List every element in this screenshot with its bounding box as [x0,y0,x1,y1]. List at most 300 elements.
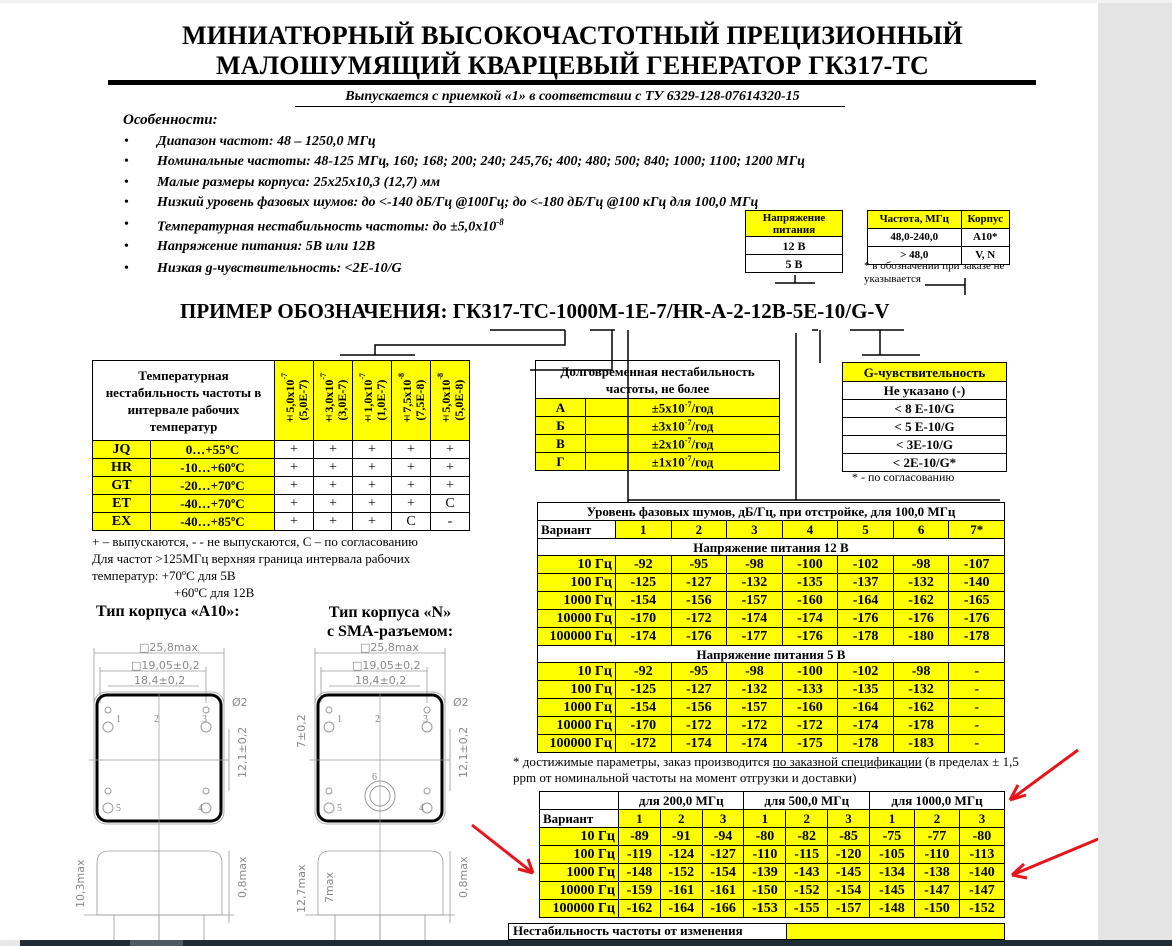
offset-label: 10000 Гц [538,717,616,735]
case-cell: 48,0-240,0 [868,229,962,247]
g-row: Не указано (-) [843,382,1007,400]
case-cell: V, N [961,247,1009,265]
pin-label: 4 [419,803,424,814]
title-line-2: МАЛОШУМЯЩИЙ КВАРЦЕВЫЙ ГЕНЕРАТОР ГК317-ТС [215,51,929,80]
features-heading: Особенности: [123,112,218,128]
bullet-icon: • [124,239,129,254]
temp-cell: + [353,477,392,495]
phase-value: -155 [786,900,828,918]
variant-header: 4 [782,521,838,539]
temp-cell: + [392,477,431,495]
title-line-1: МИНИАТЮРНЫЙ ВЫСОКОЧАСТОТНЫЙ ПРЕЦИЗИОННЫЙ [182,21,963,50]
dim-label: 7±0,2 [295,714,308,748]
bullet-icon: • [124,217,129,232]
phase-value: -178 [838,628,894,646]
feature-sup: -8 [496,217,504,227]
offset-label: 100000 Гц [538,735,616,753]
phase-value: -120 [828,846,870,864]
dim-label: 12,7max [295,864,308,913]
dim-label: □25,8max [139,641,198,654]
offset-label: 100 Гц [540,846,619,864]
phase-value: -127 [702,846,744,864]
variant-header: 3 [828,810,870,828]
feature-text: Низкая g-чувствительность: <2E-10/G [157,261,402,276]
temp-cell: + [275,495,314,513]
phase-value: -77 [914,828,959,846]
phase-value: -172 [727,717,783,735]
g-header: G-чувствительность [843,363,1007,382]
g-row: < 2E-10/G* [843,454,1007,472]
phase-value: -92 [616,556,672,574]
temp-header: Температурная нестабильность частоты в интервале рабочих температур [93,361,275,441]
pin-icon [324,722,334,732]
phase-value: -119 [619,846,661,864]
dim-label: 0,8max [236,856,249,898]
phase-value: -157 [727,592,783,610]
case-note: * в обозначении при заказе не указывается [864,260,1005,285]
pin-label: 3 [423,714,428,725]
phase-value: -160 [782,699,838,717]
dim-label: □19,05±0,2 [352,659,421,672]
phase-value: -107 [949,556,1005,574]
temp-cell: 0…+55ºC [151,441,275,459]
phase-value: -172 [671,610,727,628]
feature-text: Низкий уровень фазовых шумов: до <-140 дБ/Гц @100Гц; до <-180 дБ/Гц @100 кГц для 100,0 МГц [157,195,759,210]
dim-label: 18,4±0,2 [355,674,407,687]
phase-value: -162 [619,900,661,918]
phase-value: -156 [671,592,727,610]
longterm-value: $\pm 2x10^{-7}$/год [586,435,780,453]
case-h-freq: Частота, МГц [868,211,962,229]
bullet-icon: • [124,195,129,210]
offset-label: 100000 Гц [540,900,619,918]
phase-value: -152 [959,900,1004,918]
pin-label: 2 [154,714,159,725]
temp-cell: + [353,495,392,513]
phase-value: -175 [782,735,838,753]
temp-note: +60ºС для 12В [174,585,255,600]
g-row: < 8 E-10/G [843,400,1007,418]
feature-text: Малые размеры корпуса: 25x25x10,3 (12,7) мм [157,175,441,190]
variant-label: Вариант [538,521,616,539]
phase-value: -152 [786,882,828,900]
phase-value: -170 [616,610,672,628]
pin-label: 3 [202,714,207,725]
longterm-code: В [536,435,586,453]
pin-icon [424,788,430,794]
temp-cell: + [314,513,353,531]
phase-value: -172 [671,717,727,735]
connector-line [530,330,615,370]
offset-label: 100 Гц [538,574,616,592]
variant-header: 3 [702,810,744,828]
phase-value: -80 [959,828,1004,846]
voltage-12: 12 В [746,237,843,255]
pin-label: 5 [337,803,342,814]
phase-value: -148 [869,900,914,918]
phase-value: -98 [893,663,949,681]
temp-cell: GT [93,477,151,495]
temp-cell: - [431,513,470,531]
phase-value: -85 [828,828,870,846]
variant-header: 1 [616,521,672,539]
longterm-code: А [536,399,586,417]
phase-value: -132 [893,574,949,592]
temp-cell: -40…+85ºC [151,513,275,531]
temp-cell: HR [93,459,151,477]
temp-cell: + [431,441,470,459]
phase-value: -161 [660,882,702,900]
offset-label: 100 Гц [538,681,616,699]
pin-icon [103,722,113,732]
phase-value: -174 [727,610,783,628]
annotation-arrow-icon [1010,750,1078,800]
pin-icon [105,788,111,794]
phase-value: -127 [671,681,727,699]
variant-header: 2 [786,810,828,828]
variant-header: 1 [619,810,661,828]
variant-header: 1 [869,810,914,828]
connector-line [340,330,565,355]
temp-cell: C [392,513,431,531]
temp-cell: EX [93,513,151,531]
phase-value: -82 [786,828,828,846]
dim-label: □25,8max [360,641,419,654]
section-label: Напряжение питания 12 В [538,539,1005,556]
phase-value: -174 [727,735,783,753]
temp-cell: -40…+70ºC [151,495,275,513]
annotation-arrow-icon [472,825,533,873]
phase-value: - [949,735,1005,753]
spec-link[interactable]: по заказной спецификации [772,754,922,769]
g-row: < 5 E-10/G [843,418,1007,436]
phase-value: -102 [838,663,894,681]
phase-value: -125 [616,681,672,699]
pin-icon [326,707,332,713]
phase-value: -127 [671,574,727,592]
phase-value: -165 [949,592,1005,610]
phase-value: -174 [671,735,727,753]
phase-value: -183 [893,735,949,753]
offset-label: 1000 Гц [538,592,616,610]
a10-title: Тип корпуса «А10»: [96,603,240,620]
dim-label: Ø2 [453,696,469,709]
phase-value: -174 [616,628,672,646]
pin-icon [203,788,209,794]
connector-line [628,333,1000,500]
phase-value: - [949,717,1005,735]
offset-label: 10 Гц [538,556,616,574]
offset-label: 10000 Гц [540,882,619,900]
pin-label: 1 [337,714,342,725]
temp-col-header: $\pm 3,0x10^{-7}$ (3,0E-7) [314,361,353,441]
bullet-icon: • [124,261,129,276]
phase-value: -95 [671,556,727,574]
longterm-header: Долговременная нестабильность частоты, не более [536,361,780,399]
phase-value: -98 [727,663,783,681]
phase-value: -157 [727,699,783,717]
temp-note: температур: +70ºС для 5В [92,568,236,583]
variant-header: 3 [959,810,1004,828]
variant-header: 5 [838,521,894,539]
phase-value: -145 [828,864,870,882]
case-cell: A10* [961,229,1009,247]
variant-header: 2 [660,810,702,828]
pdf-page [0,3,1098,946]
variant-header: 1 [744,810,786,828]
longterm-value: $\pm 3x10^{-7}$/год [586,417,780,435]
phase-value: - [949,699,1005,717]
connector-line [775,275,815,283]
freq-group-header: для 1000,0 МГц [869,792,1004,810]
dim-label: 12,1±0,2 [457,726,470,778]
temp-cell: + [314,495,353,513]
drawings-and-connectors [0,3,1098,946]
phase-value: -102 [838,556,894,574]
example-designation: ПРИМЕР ОБОЗНАЧЕНИЯ: ГК317-ТС-1000М-1Е-7/HR-A-2-12В-5Е-10/G-V [180,299,890,323]
phase-value: -178 [949,628,1005,646]
bullet-icon: • [124,134,129,149]
voltage-header: Напряжение питания [746,211,843,237]
phase-value: -180 [893,628,949,646]
center-line [310,693,450,943]
phase-value: -150 [914,900,959,918]
phase-value: -176 [949,610,1005,628]
variant-label: Вариант [540,810,619,828]
dim-label: 0,8max [457,856,470,898]
connector-line [925,278,965,295]
connector-line [812,330,920,363]
phase-value: -172 [782,717,838,735]
temp-cell: + [314,477,353,495]
phase-value: -147 [914,882,959,900]
phase-value: -94 [702,828,744,846]
phase-value: -100 [782,663,838,681]
phase-value: -135 [838,681,894,699]
temp-cell: + [275,513,314,531]
dim-label: □19,05±0,2 [131,659,200,672]
temp-cell: + [431,459,470,477]
phase-value: -166 [702,900,744,918]
phase-value: -91 [660,828,702,846]
n-title-1: Тип корпуса «N» [328,604,452,621]
phase-value: -140 [959,864,1004,882]
bottom-label: Нестабильность частоты от изменения [509,924,787,940]
temp-cell: ET [93,495,151,513]
phase-value: -164 [838,592,894,610]
phase-value: -138 [914,864,959,882]
temp-col-header: $\pm 5,0x10^{-8}$ (5,0E-8) [431,361,470,441]
temp-cell: C [431,495,470,513]
phase-value: -153 [744,900,786,918]
bullet-icon: • [124,154,129,169]
dim-label: Ø2 [232,696,248,709]
dim-label: 7max [323,872,336,903]
phase-value: -176 [893,610,949,628]
temp-cell: + [275,441,314,459]
phase-value: -113 [959,846,1004,864]
offset-label: 10 Гц [538,663,616,681]
phase-value: -80 [744,828,786,846]
pin-label: 2 [375,714,380,725]
annotation-arrow-icon [1012,835,1098,878]
case-h-case: Корпус [961,211,1009,229]
phase-value: -152 [660,864,702,882]
g-row: < 3E-10/G [843,436,1007,454]
temp-cell: + [314,441,353,459]
variant-header: 6 [893,521,949,539]
phase-value: -110 [744,846,786,864]
bullet-icon: • [124,175,129,190]
phase-value: -134 [869,864,914,882]
phase-value: -124 [660,846,702,864]
phase-value: -125 [616,574,672,592]
phase-value: -147 [959,882,1004,900]
variant-header: 3 [727,521,783,539]
phase-value: -95 [671,663,727,681]
phase-value: -75 [869,828,914,846]
pin-icon [424,707,430,713]
feature-text: Напряжение питания: 5В или 12В [157,239,376,254]
feature-text: Номинальные частоты: 48-125 МГц, 160; 168; 200; 240; 245,76; 400; 480; 500; 840; 1000; 1100; 1200 МГц [157,154,805,169]
side-view [97,851,222,915]
temp-cell: -20…+70ºC [151,477,275,495]
offset-label: 10000 Гц [538,610,616,628]
pin-label: 1 [116,714,121,725]
pin-label: 6 [372,772,377,783]
voltage-5: 5 В [746,255,843,273]
note-text: * достижимые параметры, заказ производится [513,754,773,769]
phase-value: -176 [782,628,838,646]
temp-cell: + [431,477,470,495]
phase-value: -178 [893,717,949,735]
temp-cell: + [353,459,392,477]
freq-group-header: для 200,0 МГц [619,792,744,810]
temp-cell: + [392,459,431,477]
phase-value: -174 [838,717,894,735]
phase-value: -177 [727,628,783,646]
temp-col-header: $\pm 1,0x10^{-7}$ (1,0E-7) [353,361,392,441]
phase-value: -164 [838,699,894,717]
freq-group-header: для 500,0 МГц [744,792,869,810]
phase-value: -156 [671,699,727,717]
temp-cell: + [353,441,392,459]
scrollbar-left-end [0,940,20,946]
phase-value: -132 [727,681,783,699]
phase-value: -176 [671,628,727,646]
longterm-value: $\pm 1x10^{-7}$/год [586,453,780,471]
phase-value: -98 [727,556,783,574]
phase-value: -178 [838,735,894,753]
n-title-2: с SMA-разъемом: [326,623,454,640]
center-line [89,693,229,943]
dim-label: 12,1±0,2 [236,726,249,778]
phase-value: -162 [893,592,949,610]
temp-cell: + [314,459,353,477]
phase-value: - [949,663,1005,681]
phase-value: -140 [949,574,1005,592]
offset-label: 10 Гц [540,828,619,846]
phase-value: -160 [782,592,838,610]
phase-value: -161 [702,882,744,900]
phase-value: -154 [828,882,870,900]
section-label: Напряжение питания 5 В [538,646,1005,663]
phase-value: -148 [619,864,661,882]
phase-value: -150 [744,882,786,900]
phase-value: -105 [869,846,914,864]
dim-label: 10,3max [74,859,87,908]
temp-cell: + [275,477,314,495]
note-text: (в пределах ± 1,5 ppm от номинальной частоты на момент отгрузки и доставки) [513,754,1019,785]
phase-title: Уровень фазовых шумов, дБ/Гц, при отстройке, для 100,0 МГц [538,503,1005,521]
phase-value: -159 [619,882,661,900]
phase-value: -154 [702,864,744,882]
pin-icon [103,803,113,813]
pin-icon [324,803,334,813]
phase-value: -132 [727,574,783,592]
offset-label: 100000 Гц [538,628,616,646]
feature-text: Диапазон частот: 48 – 1250,0 МГц [157,134,376,149]
offset-label: 1000 Гц [540,864,619,882]
longterm-code: Г [536,453,586,471]
phase-value: -170 [616,717,672,735]
pin-icon [326,788,332,794]
phase-value: -135 [782,574,838,592]
feature-text: Температурная нестабильность частоты: до ±5,0x10 [157,219,497,235]
phase-value: -137 [838,574,894,592]
temp-cell: JQ [93,441,151,459]
pin-icon [105,707,111,713]
pin-icon [203,707,209,713]
phase-value: -98 [893,556,949,574]
phase-value: -157 [828,900,870,918]
phase-value: -154 [616,592,672,610]
variant-header: 7* [949,521,1005,539]
scrollbar-thumb[interactable] [130,940,183,946]
phase-value: -133 [782,681,838,699]
variant-header: 2 [914,810,959,828]
temp-note: Для частот >125МГц верхняя граница интервала рабочих [92,551,411,566]
temp-cell: + [275,459,314,477]
subtitle: Выпускается с приемкой «1» в соответствии с ТУ 6329-128-07614320-15 [345,89,800,104]
longterm-code: Б [536,417,586,435]
phase-value: -174 [782,610,838,628]
side-view [318,851,443,915]
phase-value: -89 [619,828,661,846]
phase-value: -145 [869,882,914,900]
temp-cell: + [392,495,431,513]
pin-label: 5 [116,803,121,814]
temp-col-header: $\pm 5,0x10^{-7}$ (5,0E-7) [275,361,314,441]
case-cell: > 48,0 [868,247,962,265]
temp-col-header: $\pm 7,5x10^{-8}$ (7,5E-8) [392,361,431,441]
longterm-value: $\pm 5x10^{-7}$/год [586,399,780,417]
phase-value: -139 [744,864,786,882]
g-note: * - по согласованию [852,470,955,484]
temp-note: + – выпускаются, - - не выпускаются, С – по согласованию [92,534,418,549]
phase-value: -132 [893,681,949,699]
dim-label: 18,4±0,2 [134,674,186,687]
temp-cell: + [353,513,392,531]
phase-value: -115 [786,846,828,864]
phase-value: -154 [616,699,672,717]
variant-header: 2 [671,521,727,539]
phase-value: -162 [893,699,949,717]
phase-value: -176 [838,610,894,628]
phase-value: -110 [914,846,959,864]
phase-value: -164 [660,900,702,918]
phase-value: - [949,681,1005,699]
